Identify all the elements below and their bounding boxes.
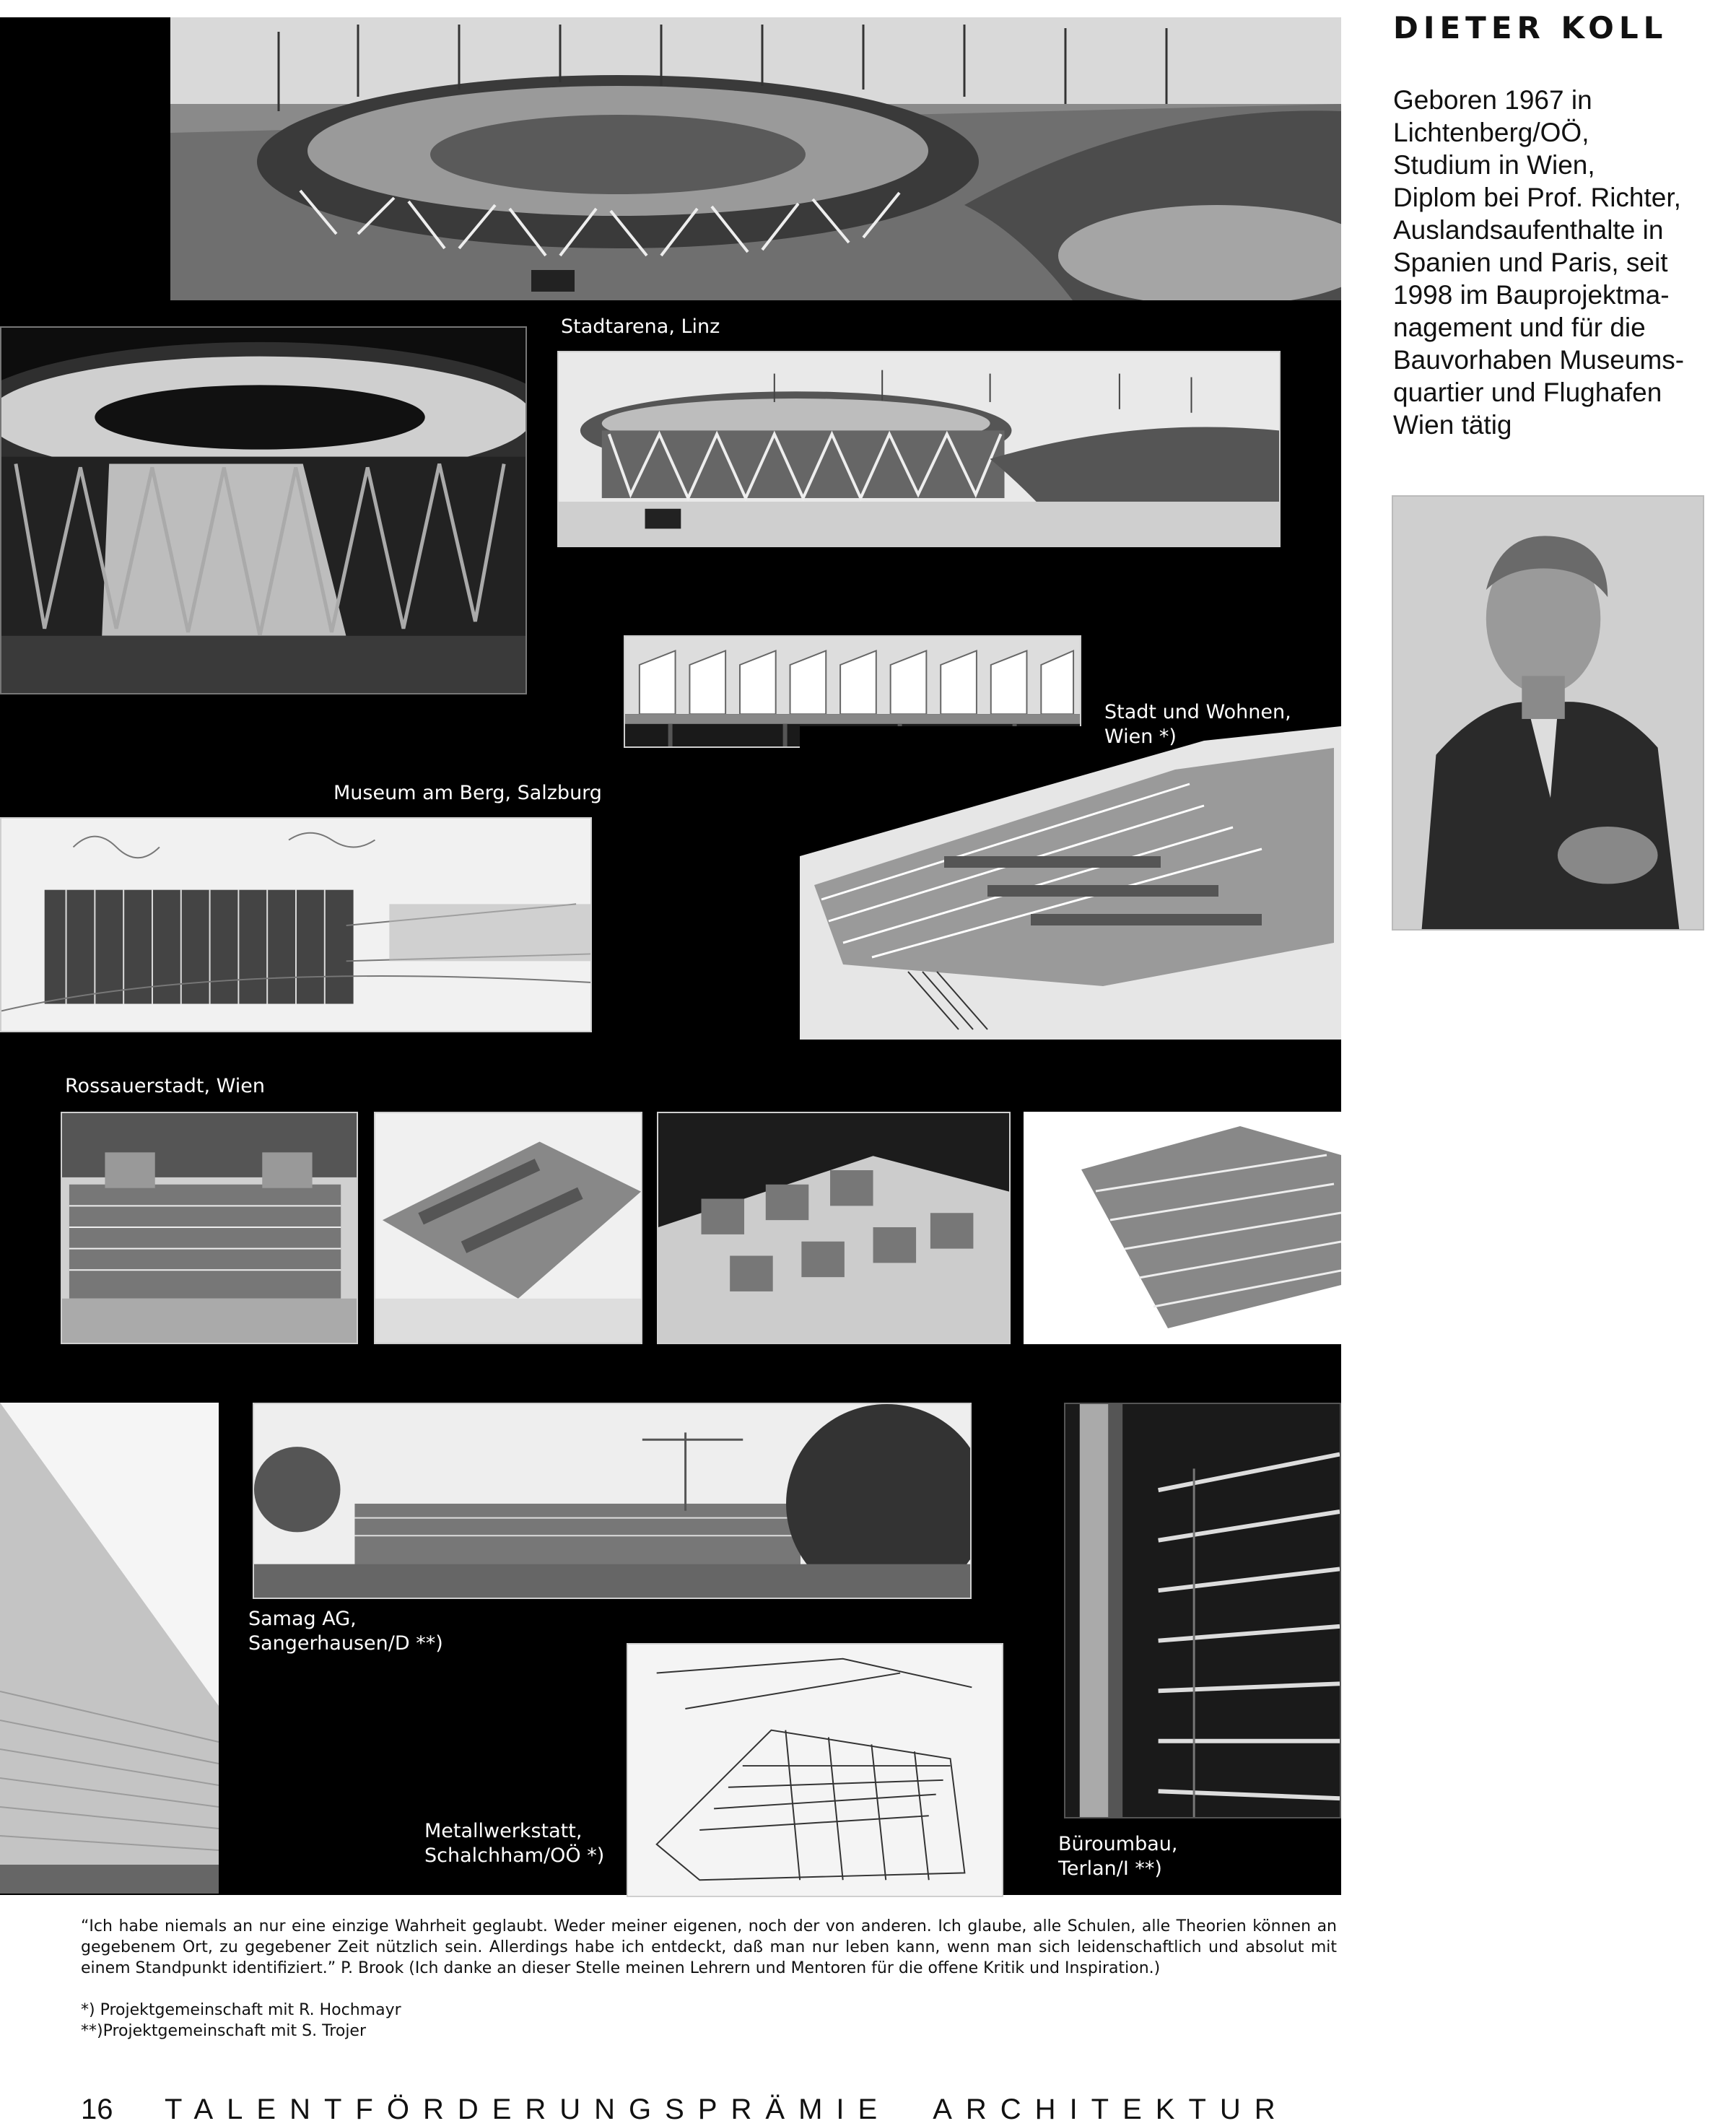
caption-samag: Samag AG, Sangerhausen/D **) (248, 1608, 443, 1655)
bueroumbau-photo (1064, 1403, 1341, 1818)
rossauer-photo-1 (61, 1112, 358, 1344)
rossauer-photo-4 (1024, 1112, 1341, 1344)
caption-stadt-wohnen: Stadt und Wohnen, Wien *) (1104, 701, 1291, 748)
metallwerkstatt-sketch-photo (627, 1643, 1003, 1897)
caption-rossauer: Rossauerstadt, Wien (65, 1075, 265, 1097)
samag-photo (253, 1403, 972, 1599)
caption-stadtarena: Stadtarena, Linz (561, 315, 720, 338)
rossauer-photo-2 (374, 1112, 642, 1344)
caption-bueroumbau: Büroumbau, Terlan/I **) (1058, 1833, 1178, 1880)
footnote-1: *) Projektgemeinschaft mit R. Hochmayr (81, 2001, 401, 2019)
rossauer-photo-3 (657, 1112, 1011, 1344)
quote-text: “Ich habe niemals an nur eine einzige Wahrheit geglaubt. Weder meiner eigenen, noch der von anderen. Ich glaube, alle Schulen, alle Theorien können an gegebenem Ort, zu gegebener Zeit nützlich sein. Allerdings habe ich entdeckt, daß man nur leben kann, wenn man sich leidenschaftlich und absolut mit einem Standpunkt identifiziert.” P. Brook (Ich danke an dieser Stelle meinen Lehrern und Mentoren für die offene Kritik und Inspiration.) (81, 1917, 1337, 1977)
page-number: 16 (81, 2094, 113, 2125)
caption-museum: Museum am Berg, Salzburg (333, 782, 602, 804)
footnote-2: **)Projektgemeinschaft mit S. Trojer (81, 2022, 367, 2040)
stadt-wohnen-model-photo (800, 726, 1341, 1040)
author-bio: Geboren 1967 in Lichtenberg/OÖ, Studium in Wien, Diplom bei Prof. Richter, Auslandsaufenthalte in Spanien und Paris, seit 1998 im Bauprojektma- nagement und für die Bauvorhaben Museums- quartier und Flughafen Wien tätig (1393, 85, 1685, 440)
author-portrait (1392, 495, 1704, 931)
stadtarena-night-photo (0, 326, 527, 694)
author-name: DIETER KOLL (1393, 10, 1668, 45)
museum-sketch-photo (0, 817, 592, 1032)
black-panel-top-left (0, 17, 170, 328)
stadtarena-model-photo (557, 351, 1281, 547)
stadtarena-hero-photo (170, 17, 1341, 300)
footer-title: TALENTFÖRDERUNGSPRÄMIE ARCHITEKTUR (165, 2094, 1289, 2125)
metallwerkstatt-facade-photo (0, 1403, 219, 1894)
caption-metallwerkstatt: Metallwerkstatt, Schalchham/OÖ *) (424, 1820, 605, 1867)
